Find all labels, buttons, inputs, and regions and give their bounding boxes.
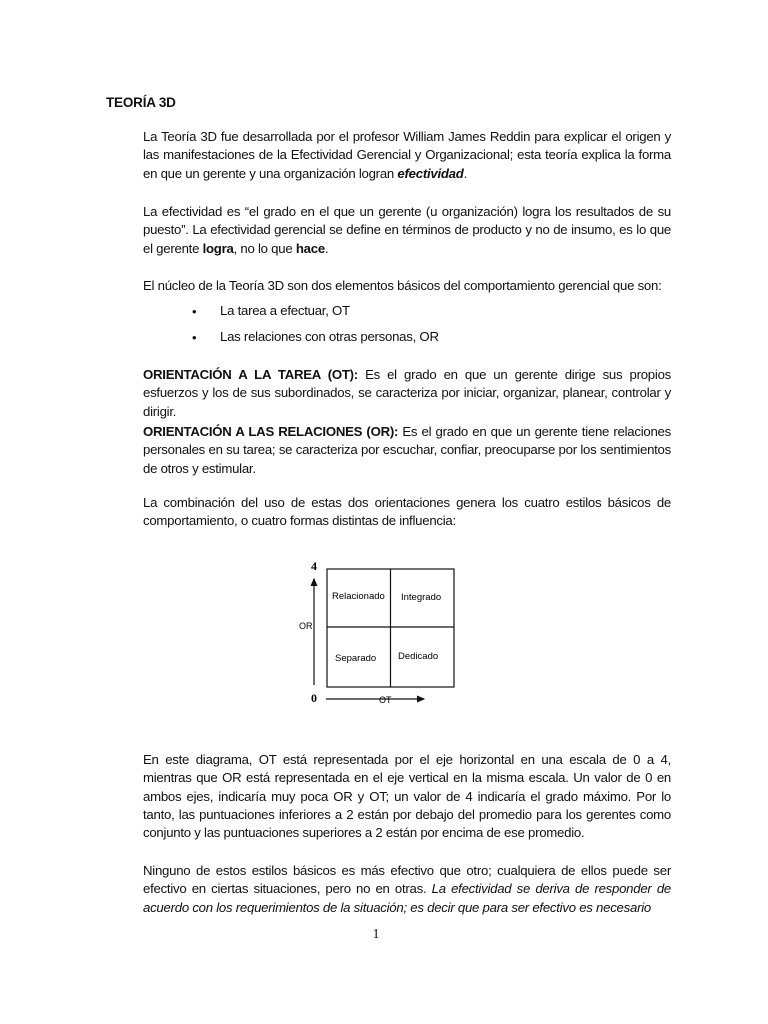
paragraph-efectividad: La efectividad es “el grado en el que un gerente (u organización) logra los resultados de su puesto”. La efectividad gerencial se define en términos de producto y no de insumo, es lo que el gerente logra, no lo que hace. xyxy=(143,204,671,256)
cell-relacionado: Relacionado xyxy=(332,591,385,602)
y-axis-label: OR xyxy=(299,621,313,631)
page-number: 1 xyxy=(372,927,380,942)
paragraph-estilos: Ninguno de estos estilos básicos es más efectivo que otro; cualquiera de ellos puede ser efectivo en ciertas situaciones, pero no en otras. La efectividad se deriva de responder de acuerdo con los requerimientos de la situación; es decir que para ser efectivo es necesario xyxy=(143,863,672,915)
paragraph-orientacion-relaciones: ORIENTACIÓN A LAS RELACIONES (OR): Es el grado en que un gerente tiene relaciones personales en su tarea; se caracteriza por escuchar, confiar, preocuparse por los sentimientos de otros y estimular. xyxy=(143,424,671,476)
origin-label: 0 xyxy=(311,691,317,705)
cell-dedicado: Dedicado xyxy=(398,651,439,662)
paragraph-diagrama: En este diagrama, OT está representada por el eje horizontal en una escala de 0 a 4, mientras que OR está representada en el eje vertical en la misma escala. Un valor de 0 en ambos ejes, indicaría muy poca OR y OT; un valor de 4 indicaría el grado máximo. Por lo tanto, las puntuaciones inferiores a 2 están por debajo del promedio para los gerentes como conjunto y las puntuaciones superiores a 2 están por encima de ese promedio. xyxy=(143,752,671,841)
section-title: TEORÍA 3D xyxy=(106,95,176,110)
y-axis-max-label: 4 xyxy=(311,559,317,573)
bullet-icon: • xyxy=(192,304,197,319)
document-page: TEORÍA 3D La Teoría 3D fue desarrollada por el profesor William James Reddin para explicar el origen y las manifestaciones de la Efectividad Gerencial y Organizacional; esta teoría explica la forma en que un gerente y una organización logran efectividad. La efectividad es “el grado en el que un gerente (u organización) logra los resultados de su puesto”. La efectividad gerencial se define en términos de producto y no de insumo, es lo que el gerente logra, no lo que hace. El núcleo de la Teoría 3D son dos elementos básicos del comportamiento gerencial que son: • La tarea a efectuar, OT • Las relaciones con otras personas, OR ORIENTACIÓN A LA TAREA (OT): Es el grado en que un gerente dirige sus propios esfuerzos y los de sus subordinados, se caracteriza por iniciar, organizar, planear, controlar y dirigir. ORIENTACIÓN A LAS RELACIONES (OR): Es el grado en que un gerente tiene relaciones personales en su tarea; se caracteriza por escuchar, confiar, preocuparse por los sentimientos de otros y estimular. La combinación del uso de estas dos orientaciones genera los cuatro estilos básicos de comportamiento, o cuatro formas distintas de influencia: 4 0 OR OT Relacionado Integrado Separado Dedicado En este diagrama, OT está representada por el eje horizontal en una escala de 0 a 4, mientras que OR está representada en el eje vertical en la misma escala. Un valor de 0 en ambos ejes, indicaría muy poca OR y OT; un valor de 4 indicaría el grado máximo. Por lo tanto, las puntuaciones inferiores a 2 están por debajo del promedio para los gerentes como conjunto y las puntuaciones superiores a 2 están por encima de ese promedio. Ninguno de estos estilos básicos es más efectivo que otro; cualquiera de ellos puede ser efectivo en ciertas situaciones, pero no en otras. La efectividad se deriva de responder de acuerdo con los requerimientos de la situación; es decir que para ser efectivo es necesario 1 xyxy=(0,0,768,1024)
paragraph-nucleo: El núcleo de la Teoría 3D son dos elementos básicos del comportamiento gerencial que son: xyxy=(143,278,662,293)
bullet-icon: • xyxy=(192,330,197,345)
cell-integrado: Integrado xyxy=(401,592,442,603)
paragraph-orientacion-tarea: ORIENTACIÓN A LA TAREA (OT): Es el grado en que un gerente dirige sus propios esfuerzos y los de sus subordinados, se caracteriza por iniciar, organizar, planear, controlar y dirigir. xyxy=(143,367,671,419)
paragraph-combinacion: La combinación del uso de estas dos orientaciones genera los cuatro estilos básicos de comportamiento, o cuatro formas distintas de influencia: xyxy=(143,495,671,529)
paragraph-intro: La Teoría 3D fue desarrollada por el profesor William James Reddin para explicar el origen y las manifestaciones de la Efectividad Gerencial y Organizacional; esta teoría explica la forma en que un gerente y una organización logran efectividad. xyxy=(143,129,671,181)
cell-separado: Separado xyxy=(335,653,377,664)
x-axis-label: OT xyxy=(379,695,392,705)
styles-diagram xyxy=(290,555,470,715)
